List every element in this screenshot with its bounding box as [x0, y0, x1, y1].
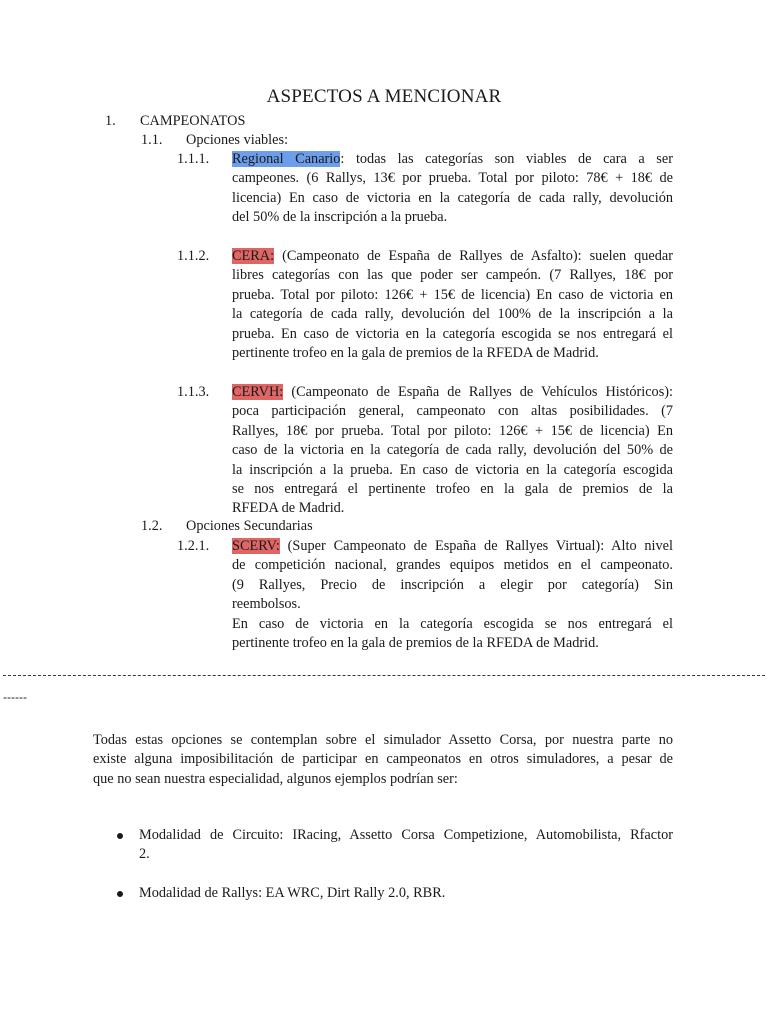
item-cera: CERA: (Campeonato de España de Rallyes de Asfalto): suelen quedar libres categorías con las que poder ser campeón. (7 Rallyes, 18€ por prueba. Total por piloto: 126€ + 15€ de licencia) En caso de victoria en la categoría de cada rally, devolución del 100% de la inscripción a la prueba. En caso de victoria en la categoría escogida se nos entregará el pertinente trofeo en la gala de premios de la RFEDA de Madrid.	[232, 248, 673, 361]
item-cervh: CERVH: (Campeonato de España de Rallyes de Vehículos Históricos): poca participación general, campeonato con altas posibilidades. (7 Rallyes, 18€ por prueba. Total por piloto: 126€ + 15€ de licencia) En caso de la victoria en la categoría de cada rally, devolución del 50% de la inscripción a la prueba. En caso de victoria en la categoría escogida se nos entregará el pertinente trofeo en la gala de premios de la RFEDA de Madrid.	[232, 384, 673, 517]
page-title: ASPECTOS A MENCIONAR	[266, 86, 502, 107]
item-number: 1.1.1.	[177, 151, 210, 167]
bullet-icon	[117, 833, 123, 839]
item-number: 1.1.3.	[177, 384, 210, 400]
intro-paragraph: Todas estas opciones se contemplan sobre el simulador Assetto Corsa, por nuestra parte no existe alguna imposibilitación de participar en campeonatos en otros simuladores, a pesar de que no sean nuestra especialidad, algunos ejemplos podrían ser:	[93, 732, 673, 787]
item-regional-canario: Regional Canario: todas las categorías son viables de cara a ser campeones. (6 Rallys, 13€ por prueba. Total por piloto: 78€ + 18€ de licencia) En caso de victoria en la categoría de cada rally, devolución del 50% de la inscripción a la prueba.	[232, 151, 673, 226]
highlight-tag: CERA:	[232, 248, 275, 264]
bullet-icon	[117, 891, 123, 897]
subsection-number: 1.2.	[141, 518, 163, 534]
highlight-tag: CERVH:	[232, 384, 284, 400]
item-number: 1.1.2.	[177, 248, 210, 264]
list-item: Modalidad de Rallys: EA WRC, Dirt Rally 2.0, RBR.	[139, 885, 446, 901]
subsection-heading: Opciones viables:	[186, 132, 289, 148]
subsection-number: 1.1.	[141, 132, 163, 148]
dashed-separator-tail: ------	[3, 690, 27, 704]
highlight-tag: Regional Canario	[232, 151, 341, 167]
highlight-tag: SCERV:	[232, 538, 280, 554]
subsection-heading: Opciones Secundarias	[186, 518, 313, 534]
item-scerv: SCERV: (Super Campeonato de España de Rallyes Virtual): Alto nivel de competición nacional, grandes equipos metidos en el campeonato. (9 Rallyes, Precio de inscripción a elegir por categoría) Sin reembolsos. En caso de victoria en la categoría escogida se nos entregará el pertinente trofeo en la gala de premios de la RFEDA de Madrid.	[232, 538, 673, 651]
dashed-separator	[3, 675, 765, 677]
list-item: Modalidad de Circuito: IRacing, Assetto Corsa Competizione, Automobilista, Rfactor 2.	[139, 827, 673, 863]
section-heading: CAMPEONATOS	[140, 113, 246, 129]
item-number: 1.2.1.	[177, 538, 210, 554]
section-number: 1.	[105, 113, 116, 129]
